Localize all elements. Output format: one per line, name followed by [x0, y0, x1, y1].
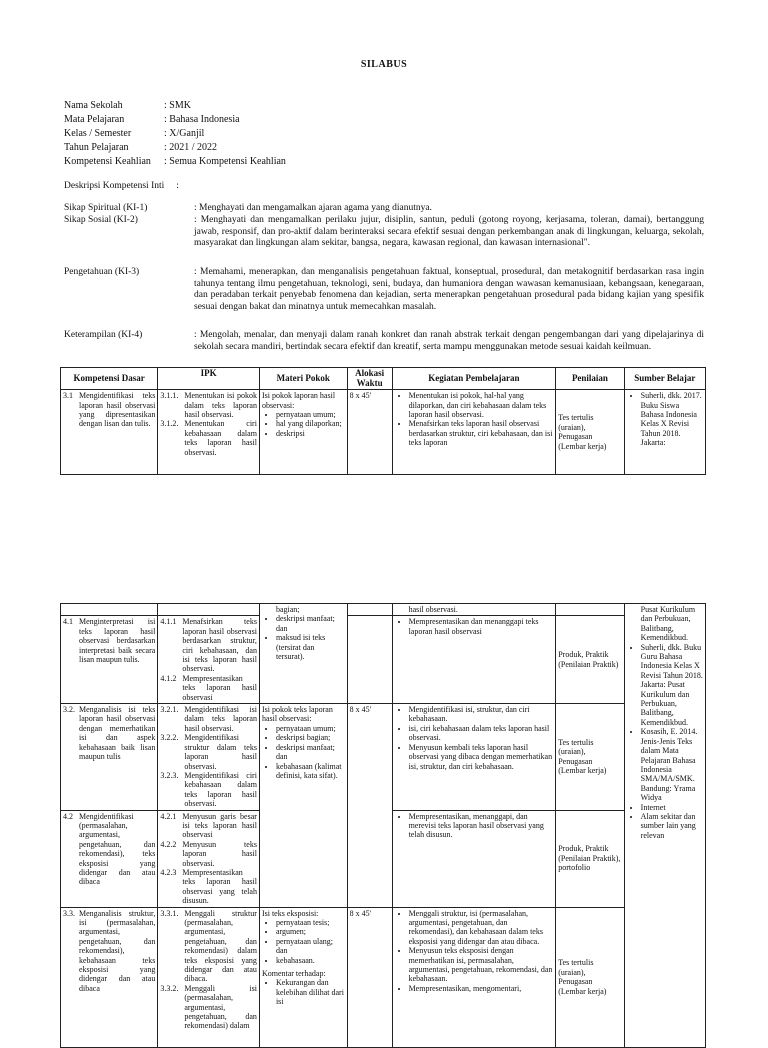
table-header-row [61, 368, 706, 390]
header-ipk: IPK [158, 368, 260, 390]
kd-cell [61, 604, 158, 616]
syllabus-table-2 [60, 603, 706, 1048]
table-row [61, 616, 706, 704]
ipk-number: 3.2.2. [160, 733, 179, 743]
info-label: Tahun Pelajaran [64, 142, 129, 153]
kd-text: Mengidentifikasi teks laporan hasil observasi yang dipresentasikan dengan lisan dan tulis. [79, 391, 156, 429]
sumber-item: • Suherli, dkk. 2017. Buku Siswa Bahasa Indonesia Kelas X Revisi Tahun 2018. Jakarta: [641, 391, 703, 447]
alokasi-cell: 8 x 45' [347, 704, 392, 908]
table-row [61, 907, 706, 1047]
kd-number: 3.3. [63, 908, 75, 918]
ki-3 [64, 267, 704, 327]
ipk-text: Menggali struktur (permasalahan, argumentasi, pengetahuan, dan rekomendasi) dalam teks eksposisi yang didengar dan atau dibaca. [184, 908, 257, 984]
kd-text: Mengidentifikasi (permasalahan, argumentasi, pengetahuan, dan rekomendasi), teks eksposisi yang didengar dan atau dibaca [79, 811, 156, 887]
materi-item: • pernyataan ulang; dan [276, 937, 345, 956]
ki-label: Keterampilan (KI-4) [64, 330, 143, 340]
ipk-text: Menyusun garis besar isi teks laporan hasil observasi [182, 811, 257, 840]
header-kegiatan: Kegiatan Pembelajaran [392, 368, 556, 390]
kegiatan-cell [392, 907, 556, 1047]
table-row [61, 604, 706, 616]
ipk-cell [158, 907, 260, 1047]
ipk-cell [158, 704, 260, 810]
school-info [64, 99, 286, 169]
ipk-cell [158, 604, 260, 616]
table-row [61, 704, 706, 810]
info-value: : X/Ganjil [164, 128, 205, 139]
info-row [64, 141, 286, 155]
alokasi-cell: 8 x 45' [347, 390, 392, 475]
materi-item: • pernyataan tesis; [276, 918, 345, 927]
materi-item: • pernyataan umum; [276, 410, 345, 419]
info-row [64, 127, 286, 141]
info-value: : Bahasa Indonesia [164, 114, 240, 125]
materi-item: bagian; [275, 605, 300, 614]
info-row [64, 113, 286, 127]
materi-intro: Komentar terhadap: [261, 969, 326, 979]
materi-cell [259, 390, 347, 475]
kegiatan-item: • Menentukan isi pokok, hal-hal yang dilaporkan, dan ciri kebahasaan dalam teks laporan hasil observasi. [409, 391, 554, 419]
ipk-cell [158, 390, 260, 475]
info-label: Kelas / Semester [64, 128, 132, 139]
ipk-number: 4.2.3 [160, 867, 177, 877]
materi-item: • pernyataan umum; [276, 724, 345, 733]
deskripsi-label: Deskripsi Kompetensi Inti [64, 181, 165, 191]
ipk-text: Menyusun teks laporan hasil observasi. [182, 839, 257, 868]
materi-cell [259, 704, 347, 908]
ipk-cell [158, 616, 260, 704]
kegiatan-item: • Mempresentasikan dan menanggapi teks laporan hasil observasi [409, 617, 554, 636]
ipk-text: Mengidentifikasi ciri kebahasaan dalam teks laporan hasil observasi. [184, 770, 257, 809]
kd-number: 3.2. [63, 705, 75, 715]
table-row [61, 390, 706, 475]
kegiatan-cell [392, 616, 556, 704]
alokasi-cell [347, 604, 392, 616]
materi-item: • argumen; [276, 927, 345, 936]
header-alokasi: Alokasi Waktu [347, 368, 392, 390]
kegiatan-item: • Menyusun kembali teks laporan hasil observasi yang dibaca dengan memerhatikan isi, struktur, dan ciri kebahasaan. [409, 743, 554, 771]
ipk-text: Menentukan ciri kebahasaan dalam teks laporan hasil observasi. [184, 419, 257, 457]
header-kd: Kompetensi Dasar [61, 368, 158, 390]
ipk-number: 3.1.1. [160, 391, 179, 401]
sumber-item: • Internet [641, 803, 703, 812]
ipk-number: 3.3.2. [160, 983, 179, 993]
ipk-number: 3.3.1. [160, 908, 179, 918]
kd-number: 3.1 [63, 391, 73, 401]
kegiatan-item: • Mempresentasikan, menanggapi, dan merevisi teks laporan hasil observasi yang telah disusun. [409, 812, 554, 840]
ipk-text: Mengidentifikasi isi dalam teks laporan hasil observasi. [184, 705, 257, 733]
kd-text: Menganalisis isi teks laporan hasil observasi dengan memerhatikan isi dan aspek kebahasaan baik lisan maupun tulis [79, 705, 156, 762]
kegiatan-item: • isi, ciri kebahasaan dalam teks laporan hasil observasi. [409, 724, 554, 743]
materi-item: • maksud isi teks (tersirat dan tersurat). [276, 633, 345, 661]
header-sumber: Sumber Belajar [624, 368, 705, 390]
sumber-text: Pusat Kurikulum dan Perbukuan, Balitbang, Kemendikbud. [640, 605, 696, 643]
info-label: Mata Pelajaran [64, 114, 125, 125]
ipk-text: Menafsirkan teks laporan hasil observasi berdasarkan struktur, ciri kebahasaan, dan isi teks laporan hasil observasi. [182, 617, 257, 674]
materi-item: • kebahasaan. [276, 956, 345, 965]
ipk-text: Mengidentifikasi struktur dalam teks laporan hasil observasi. [184, 733, 257, 771]
sumber-item: • Alam sekitar dan sumber lain yang relevan [641, 812, 703, 840]
deskripsi-heading [64, 181, 179, 191]
ki-4 [64, 330, 704, 366]
ipk-text: Mempresentasikan teks laporan hasil observasi yang telah disusun. [182, 867, 257, 906]
sumber-cell [624, 604, 705, 1048]
ipk-text: Mempresentasikan teks laporan hasil observasi [182, 673, 257, 702]
kd-number: 4.1 [63, 617, 73, 627]
penilaian-cell: Tes tertulis (uraian), Penugasan (Lembar kerja) [556, 390, 624, 475]
materi-intro: Isi pokok teks laporan hasil observasi: [261, 705, 333, 724]
ki-label: Sikap Sosial (KI-2) [64, 215, 138, 225]
info-label: Nama Sekolah [64, 100, 123, 111]
ki-label: Sikap Spiritual (KI-1) [64, 203, 148, 213]
materi-intro: Isi teks eksposisi: [261, 908, 319, 918]
info-value: : Semua Kompetensi Keahlian [164, 156, 286, 167]
kd-cell [61, 390, 158, 475]
ki-text: : Menghayati dan mengamalkan ajaran agama yang dianutnya. [194, 203, 432, 213]
sumber-cell [624, 390, 705, 475]
kd-text: Menganalisis struktur, isi (permasalahan, argumentasi, pengetahuan, dan rekomendasi), kebahasaan teks eksposisi yang didengar dan atau dibaca [79, 908, 156, 993]
kd-cell [61, 616, 158, 704]
kegiatan-item: • Menyusun teks eksposisi dengan memerhatikan isi, permasalahan, argumentasi, pengetahuan, rekomendasi, dan kebahasaan. [409, 946, 554, 984]
ipk-number: 4.1.1 [160, 617, 177, 627]
kegiatan-cell [392, 704, 556, 810]
info-value: : 2021 / 2022 [164, 142, 218, 153]
kegiatan-cell [392, 390, 556, 475]
sumber-item: • Suherli, dkk. Buku Guru Bahasa Indonesia Kelas X Revisi Tahun 2018. Jakarta: Pusat Kurikulum dan Perbukuan, Balitbang, Kemendikbud. [641, 643, 703, 728]
header-materi: Materi Pokok [259, 368, 347, 390]
kd-cell [61, 704, 158, 810]
kegiatan-cell [392, 810, 556, 907]
penilaian-cell [556, 604, 624, 616]
ipk-number: 3.2.3. [160, 770, 179, 780]
materi-cell [259, 907, 347, 1047]
info-row [64, 99, 286, 113]
materi-item: • kebahasaan (kalimat definisi, kata sifat). [276, 762, 345, 781]
kegiatan-item: • Mengidentifikasi isi, struktur, dan ciri kebahasaan. [409, 705, 554, 724]
ipk-number: 4.1.2 [160, 673, 177, 683]
page-title: SILABUS [360, 59, 408, 70]
kd-number: 4.2 [63, 811, 73, 821]
alokasi-cell [347, 616, 392, 704]
kegiatan-item: • Mempresentasikan, mengomentari, [409, 984, 554, 993]
kegiatan-cell [392, 604, 556, 616]
materi-item: • deskripsi [276, 429, 345, 438]
ipk-number: 4.2.2 [160, 839, 177, 849]
materi-item: • Kekurangan dan kelebihan dilihat dari isi [276, 978, 345, 1006]
ki-2 [64, 215, 704, 265]
kegiatan-item: • Menggali struktur, isi (permasalahan, argumentasi, pengetahuan, dan rekomendasi), dan kebahasaan dalam teks eksposisi yang didengar dan atau dibaca. [409, 909, 554, 947]
materi-intro: Isi pokok laporan hasil observasi: [261, 391, 336, 410]
info-value: : SMK [164, 100, 191, 111]
sumber-item: • Kosasih, E. 2014. Jenis-Jenis Teks dalam Mata Pelajaran Bahasa Indonesia SMA/MA/SMK. Bandung: Yrama Widya [641, 727, 703, 802]
materi-item: • deskripsi manfaat; dan [276, 743, 345, 762]
ki-text: : Mengolah, menalar, dan menyaji dalam ranah konkret dan ranah abstrak terkait dengan pengembangan dari yang dipelajarinya di sekolah secara mandiri, bertindak secara efektif dan kreatif, serta mampu menggunakan metode sesuai kaidah keilmuan. [194, 330, 704, 352]
info-row [64, 155, 286, 169]
penilaian-cell: Tes tertulis (uraian), Penugasan (Lembar kerja) [556, 704, 624, 810]
ki-text: : Memahami, menerapkan, dan menganalisis pengetahuan faktual, konseptual, prosedural, dan metakognitif berdasarkan rasa ingin tahunya tentang ilmu pengetahuan, teknologi, seni, budaya, dan humaniora dengan wawasan kemanusiaan, kebangsaan, kenegaraan, dan peradaban terkait penyebab fenomena dan kejadian, serta menerapkan pengetahuan prosedural pada bidang kajian yang spesifik sesuai dengan bakat dan minatnya untuk memecahkan masalah. [194, 267, 704, 312]
kegiatan-text: hasil observasi. [408, 605, 458, 614]
ipk-number: 3.2.1. [160, 705, 179, 715]
kegiatan-item: • Menafsirkan teks laporan hasil observasi berdasarkan struktur, ciri kebahasaan, dan isi teks laporan [409, 419, 554, 447]
ipk-cell [158, 810, 260, 907]
penilaian-cell: Produk, Praktik (Penilaian Praktik), portofolio [556, 810, 624, 907]
info-label: Kompetensi Keahlian [64, 156, 151, 167]
ki-label: Pengetahuan (KI-3) [64, 267, 140, 277]
materi-item: • deskripsi bagian; [276, 733, 345, 742]
alokasi-cell: 8 x 45' [347, 907, 392, 1047]
ipk-number: 3.1.2. [160, 419, 179, 429]
penilaian-cell: Produk, Praktik (Penilaian Praktik) [556, 616, 624, 704]
ipk-text: Menentukan isi pokok dalam teks laporan hasil observasi. [184, 391, 257, 420]
ipk-text: Menggali isi (permasalahan, argumentasi, pengetahuan, dan rekomendasi) dalam [184, 983, 257, 1031]
ki-1 [64, 203, 704, 215]
kd-text: Menginterpretasi isi teks laporan hasil observasi berdasarkan interpretasi baik secara lisan maupun tulis. [79, 617, 156, 665]
kd-cell [61, 907, 158, 1047]
syllabus-table-1 [60, 367, 706, 475]
kd-cell [61, 810, 158, 907]
materi-item: • deskripsi manfaat; dan [276, 614, 345, 633]
ki-text: : Menghayati dan mengamalkan perilaku jujur, disiplin, santun, peduli (gotong royong, kerjasama, toleran, damai), bertanggung jawab, responsif, dan pro-aktif dalam berinteraksi secara efektif sesuai dengan perkembangan anak di lingkungan, keluarga, sekolah, masyarakat dan lingkungan alam sekitar, bangsa, negara, kawasan regional, dan kawasan internasional". [194, 215, 704, 248]
materi-item: • hal yang dilaporkan; [276, 419, 345, 428]
materi-cell [259, 604, 347, 704]
deskripsi-colon: : [176, 181, 179, 191]
penilaian-cell: Tes tertulis (uraian), Penugasan (Lembar kerja) [556, 907, 624, 1047]
header-penilaian: Penilaian [556, 368, 624, 390]
ipk-number: 4.2.1 [160, 811, 177, 821]
